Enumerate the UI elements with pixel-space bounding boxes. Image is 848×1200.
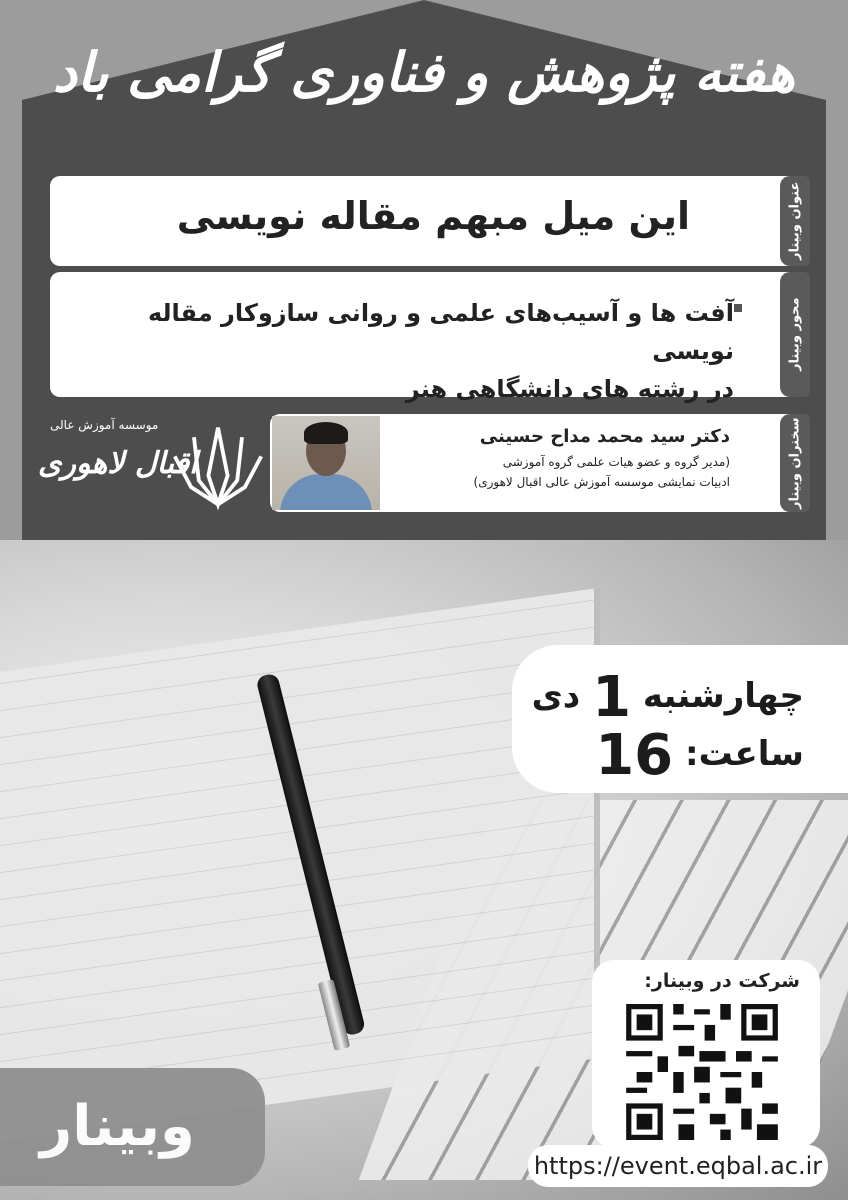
- qr-code-icon[interactable]: [626, 1004, 778, 1140]
- webinar-badge-text: وبینار: [40, 1094, 195, 1159]
- date-box: [512, 645, 848, 793]
- date-line: [532, 665, 804, 730]
- time-value: 16: [595, 723, 674, 788]
- registration-box: [592, 960, 820, 1148]
- webinar-title-label: عنوان وبینار: [780, 176, 810, 266]
- webinar-axis-line1: آفت ها و آسیب‌های علمی و روانی سازوکار مقاله نویسی: [147, 299, 734, 365]
- date-day: چهارشنبه: [642, 676, 804, 716]
- speaker-role-line1: (مدیر گروه و عضو هیات علمی گروه آموزشی: [502, 455, 730, 469]
- speaker-photo: [272, 416, 380, 510]
- notebook-image: [0, 588, 600, 1142]
- speaker-name: دکتر سید محمد مداح حسینی: [479, 426, 730, 447]
- bullet-icon: [734, 304, 742, 312]
- date-day-number: 1: [592, 665, 632, 730]
- time-line: [595, 723, 804, 788]
- webinar-title-box: [50, 176, 810, 266]
- webinar-title: این میل مبهم مقاله نویسی: [176, 194, 690, 238]
- webinar-axis-text: [134, 294, 734, 408]
- institute-logo: [30, 410, 260, 520]
- webinar-axis-line2: در رشته های دانشگاهی هنر: [405, 375, 734, 403]
- date-month: دی: [531, 676, 581, 716]
- speaker-photo-body: [280, 474, 372, 510]
- webinar-axis-label: محور وبینار: [780, 272, 810, 397]
- speaker-photo-hair: [304, 422, 348, 444]
- speaker-label: سخنران وبینار: [780, 414, 810, 512]
- speaker-role-line2: ادبیات نمایشی موسسه آموزش عالی اقبال لاهوری): [473, 475, 730, 489]
- registration-url[interactable]: https://event.eqbal.ac.ir: [528, 1145, 828, 1187]
- time-label: ساعت:: [684, 734, 804, 774]
- logo-small-text: موسسه آموزش عالی: [50, 418, 159, 432]
- registration-label: شرکت در وبینار:: [644, 970, 800, 992]
- webinar-axis-box: [50, 272, 810, 403]
- header-title: هفته پژوهش و فناوری گرامی باد: [52, 40, 796, 104]
- logo-big-text: اقبال لاهوری: [38, 446, 198, 481]
- webinar-badge: [0, 1068, 265, 1186]
- speaker-role: [430, 452, 730, 492]
